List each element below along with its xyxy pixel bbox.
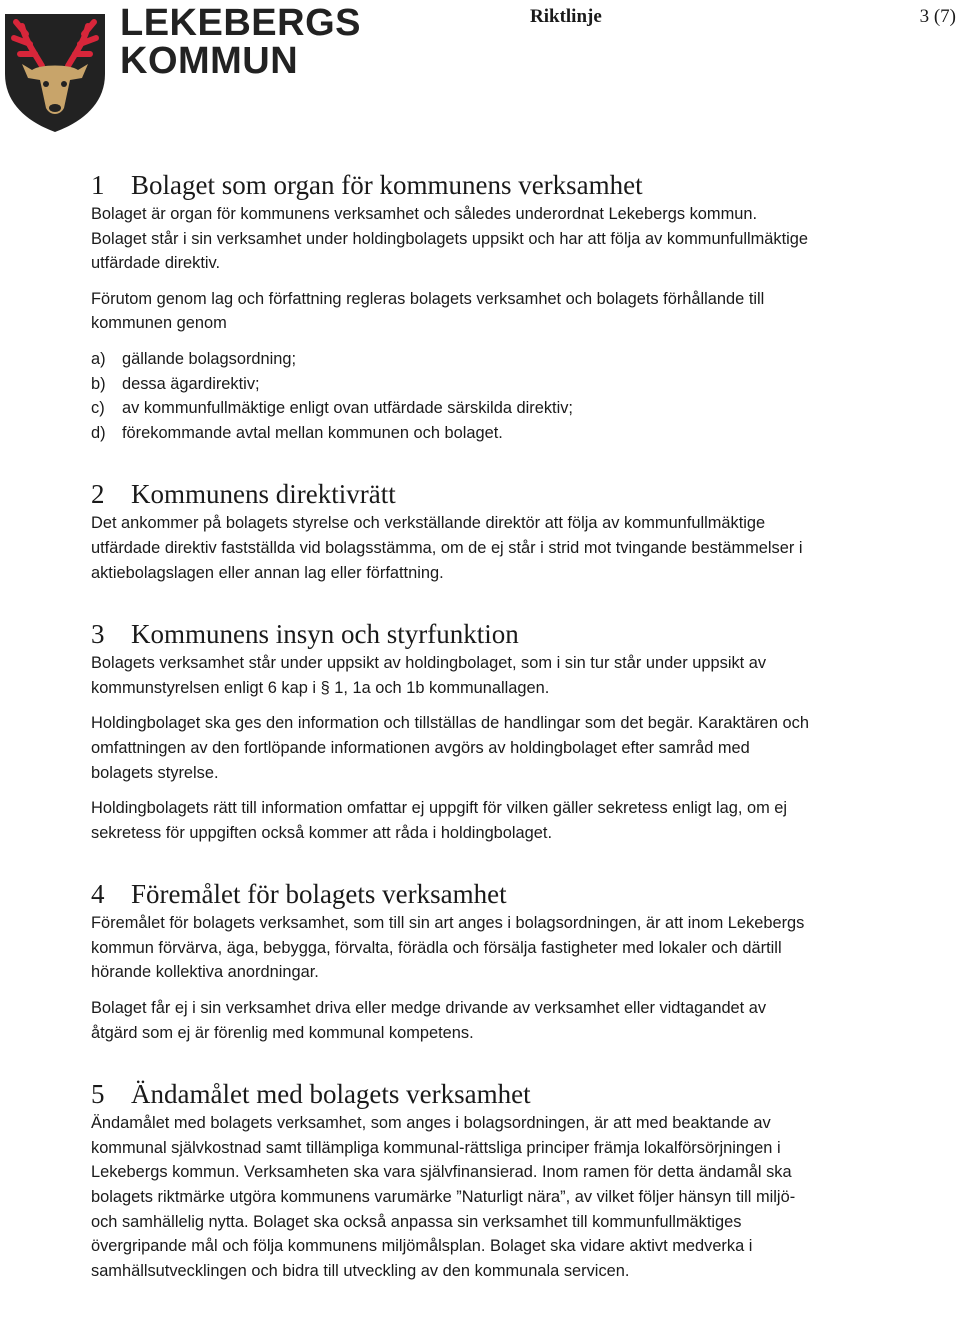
organization-name xyxy=(120,4,361,80)
paragraph: Bolaget är organ för kommunens verksamhet och således underordnat Lekebergs kommun. Bolaget står i sin verksamhet under holdingbolagets uppsikt och har att följa av kommunfullmäktige utfärdade direktiv. xyxy=(91,205,809,273)
section-heading xyxy=(91,477,811,511)
section-1 xyxy=(91,168,811,445)
document-type: Riktlinje xyxy=(530,6,602,27)
document-body xyxy=(91,168,811,1283)
section-5 xyxy=(91,1077,811,1283)
list-item xyxy=(91,421,811,446)
list-item xyxy=(91,396,811,421)
section-title: Föremålet för bolagets verksamhet xyxy=(131,879,507,910)
section-number: 3 xyxy=(91,619,105,650)
section-title: Ändamålet med bolagets verksamhet xyxy=(131,1079,531,1110)
section-2 xyxy=(91,477,811,585)
section-title: Kommunens direktivrätt xyxy=(131,479,396,510)
list-text: dessa ägardirektiv; xyxy=(122,374,260,393)
section-title: Kommunens insyn och styrfunktion xyxy=(131,619,519,650)
section-number: 4 xyxy=(91,879,105,910)
paragraph: Förutom genom lag och författning regleras bolagets verksamhet och bolagets förhållande till kommunen genom xyxy=(91,289,765,333)
list-text: gällande bolagsordning; xyxy=(122,349,297,368)
section-3 xyxy=(91,617,811,845)
list-marker: b) xyxy=(91,374,106,393)
paragraph: Bolaget får ej i sin verksamhet driva eller medge drivande av verksamhet eller vidtagandet av åtgärd som ej är förenlig med kommunal kompetens. xyxy=(91,999,767,1042)
paragraph: Holdingbolagets rätt till information omfattar ej uppgift för vilken gäller sekretess enligt lag, om ej sekretess för uppgiften också kommer att råda i holdingbolaget. xyxy=(91,799,788,842)
section-heading xyxy=(91,877,811,911)
paragraph: Holdingbolaget ska ges den information och tillställas de handlingar som det begär. Karaktären och omfattningen av den fortlöpande informationen avgörs av holdingbolaget efter samråd med bolagets styrelse. xyxy=(91,714,809,782)
section-title: Bolaget som organ för kommunens verksamhet xyxy=(131,170,643,200)
section-heading xyxy=(91,617,811,651)
paragraph: Föremålet för bolagets verksamhet, som till sin art anges i bolagsordningen, är att inom Lekebergs kommun förvärva, äga, bebygga, förvalta, förädla och försälja fastigheter med lokaler och därtill hörande kollektiva anordningar. xyxy=(91,914,805,982)
section-number: 5 xyxy=(91,1079,105,1110)
section-number: 2 xyxy=(91,479,105,510)
list-marker: d) xyxy=(91,423,106,442)
page-header xyxy=(0,0,960,140)
paragraph: Bolagets verksamhet står under uppsikt av holdingbolaget, som i sin tur står under uppsikt av kommunstyrelsen enligt 6 kap i § 1, 1a och 1b kommunallagen. xyxy=(91,654,767,697)
section-heading xyxy=(91,1077,811,1111)
list-text: förekommande avtal mellan kommunen och bolaget. xyxy=(122,423,503,442)
list-marker: c) xyxy=(91,399,105,418)
organization-name-line1: LEKEBERGS xyxy=(120,2,361,44)
list-item xyxy=(91,372,811,397)
list-text: av kommunfullmäktige enligt ovan utfärdade särskilda direktiv; xyxy=(122,399,573,418)
directive-list xyxy=(91,347,811,445)
organization-name-line2: KOMMUN xyxy=(120,40,299,82)
list-item xyxy=(91,347,811,372)
list-marker: a) xyxy=(91,349,106,368)
page-number: 3 (7) xyxy=(919,6,956,27)
section-number: 1 xyxy=(91,170,105,200)
paragraph: Det ankommer på bolagets styrelse och verkställande direktör att följa av kommunfullmäktige utfärdade direktiv fastställda vid bolagsstämma, om de ej står i strid mot tvingande bestämmelser i aktiebolagslagen eller annan lag eller författning. xyxy=(91,514,803,582)
municipal-crest-icon xyxy=(2,8,108,134)
paragraph: Ändamålet med bolagets verksamhet, som anges i bolagsordningen, är att med beaktande av kommunal självkostnad samt tillämpliga kommunal-rättsliga principer främja lokalförsörjningen i Lekebergs kommun. Verksamheten ska vara självfinansierad. Inom ramen för detta ändamål ska bolagets riktmärke utgöra kommunens varumärke ”Naturligt nära”, av vilket följer hänsyn till miljö- och samhällelig nytta. Bolaget ska också anpassa sin verksamhet till kommunfullmäktiges övergripande mål och följa kommunens miljömålsplan. Bolaget ska vidare aktivt medverka i samhällsutvecklingen och bidra till utveckling av den kommunala servicen. xyxy=(91,1114,796,1280)
section-4 xyxy=(91,877,811,1045)
section-heading xyxy=(91,168,811,202)
